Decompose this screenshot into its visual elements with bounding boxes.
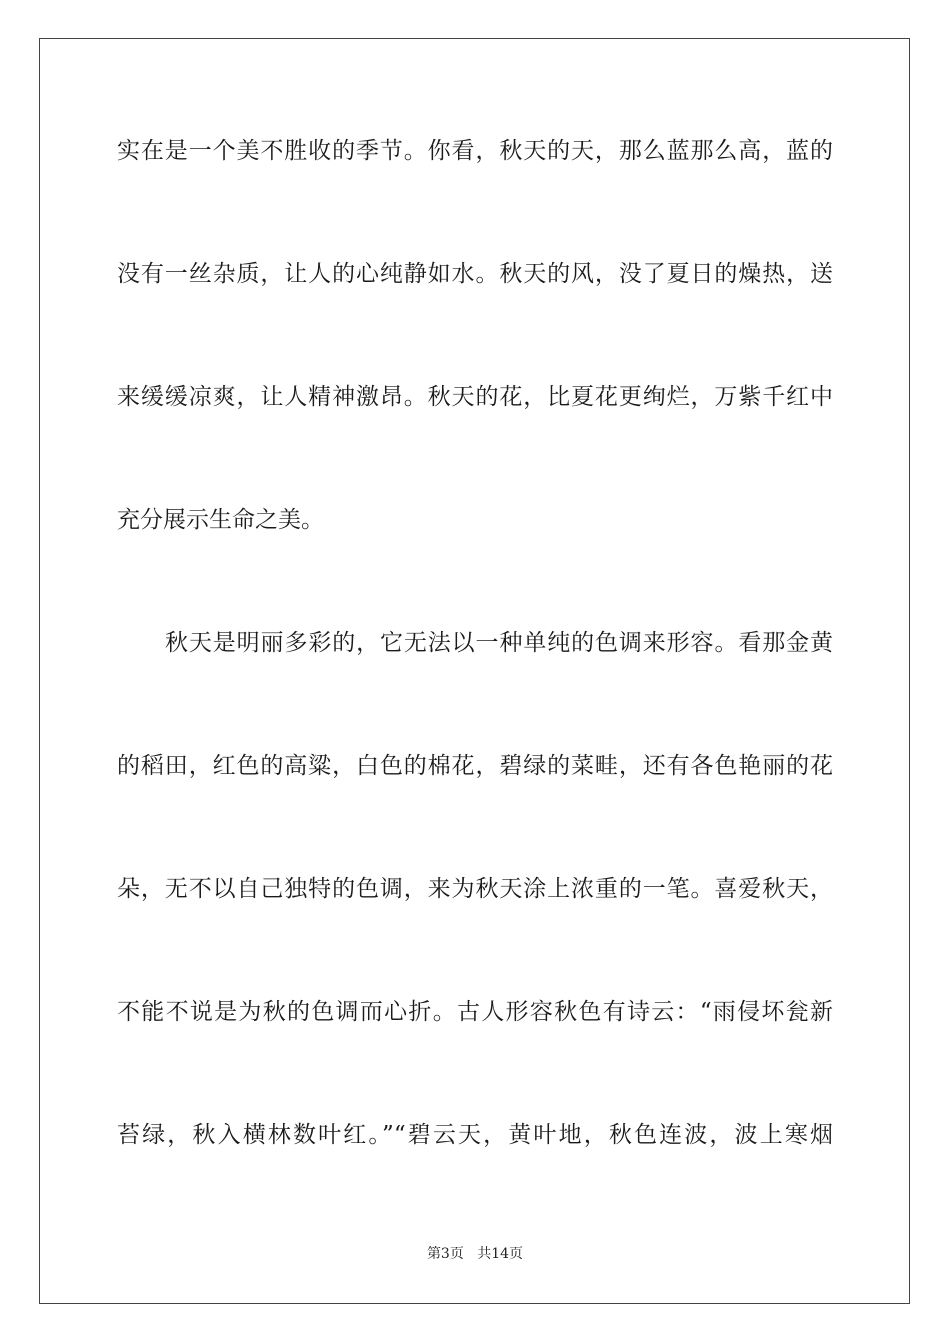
body-text-line: 不能不说是为秋的色调而心折。古人形容秋色有诗云：“雨侵坏瓮新 xyxy=(117,999,833,1025)
paragraph-first-line: 秋天是明丽多彩的，它无法以一种单纯的色调来形容。看那金黄 xyxy=(165,630,833,656)
body-text-line: 没有一丝杂质，让人的心纯静如水。秋天的风，没了夏日的燥热，送 xyxy=(117,261,833,287)
page-number: 第3页 xyxy=(426,1246,464,1262)
body-text-line: 来缓缓凉爽，让人精神激昂。秋天的花，比夏花更绚烂，万紫千红中 xyxy=(117,384,833,410)
body-text-line: 实在是一个美不胜收的季节。你看，秋天的天，那么蓝那么高，蓝的 xyxy=(117,138,833,164)
page-footer xyxy=(0,1245,950,1263)
page-border xyxy=(39,38,910,1304)
body-text-line: 朵，无不以自己独特的色调，来为秋天涂上浓重的一笔。喜爱秋天， xyxy=(117,876,833,902)
body-text-line: 充分展示生命之美。 xyxy=(117,507,324,533)
body-text-line: 的稻田，红色的高粱，白色的棉花，碧绿的菜畦，还有各色艳丽的花 xyxy=(117,753,833,779)
page-total: 共14页 xyxy=(477,1246,524,1262)
body-text-line: 苔绿，秋入横林数叶红。”“碧云天，黄叶地，秋色连波，波上寒烟 xyxy=(117,1122,833,1148)
